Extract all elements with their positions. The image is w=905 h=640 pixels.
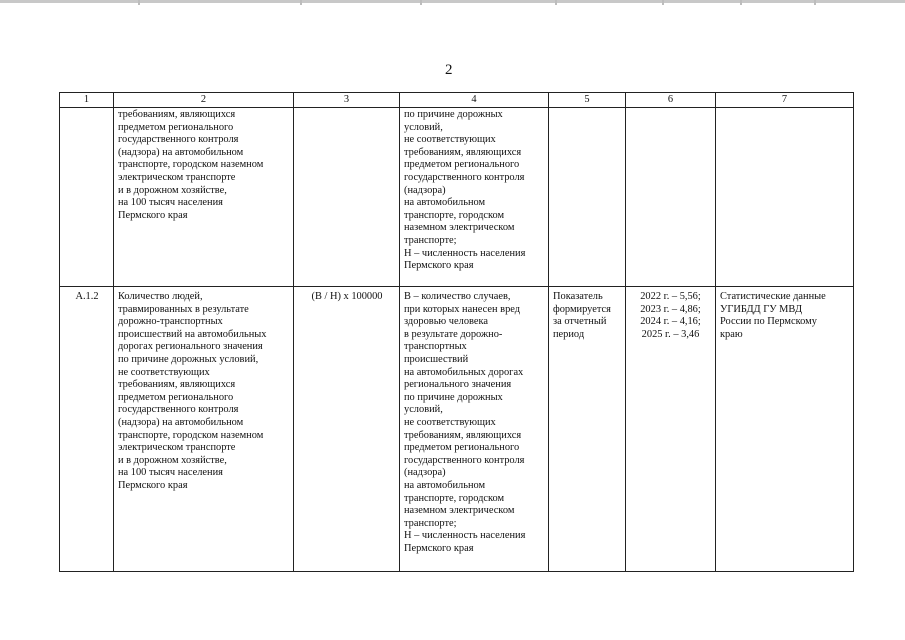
cell-text: Показатель формируется за отчетный период <box>553 291 611 340</box>
cell-text: Количество людей, травмированных в результате дорожно-транспортных происшествий на автомобильных дорогах регионального значения по причине дорожных условий, не соответствующих требованиям, являющихся предметом регионального государственного контроля (надзора) на автомобильном транспорте, городском наземном электрическом транспорте и в дорожном хозяйстве, на 100 тысяч населения Пермского края <box>118 291 267 491</box>
column-header: 1 <box>60 93 114 108</box>
table-row <box>60 287 854 572</box>
table-header-row <box>60 93 854 108</box>
scan-artifact <box>420 0 422 5</box>
table-cell-indicator-name <box>114 108 294 287</box>
table-cell-formula <box>294 287 400 572</box>
scan-top-edge <box>0 0 905 3</box>
indicator-table <box>59 92 854 572</box>
cell-text: Статистические данные УГИБДД ГУ МВД России по Пермскому краю <box>720 291 826 340</box>
cell-text: по причине дорожных условий, не соответствующих требованиям, являющихся предметом регионального государственного контроля (надзора) на автомобильном транспорте, городском наземном электрическом транспорте; Н – численность населения Пермского края <box>404 109 526 272</box>
cell-text <box>626 108 715 109</box>
table-cell-period <box>549 287 626 572</box>
cell-text: требованиям, являющихся предметом регионального государственного контроля (надзора) на автомобильном транспорте, городском наземном электрическом транспорте и в дорожном хозяйстве, на 100 тысяч населения Пермского края <box>118 109 264 221</box>
column-header: 4 <box>400 93 549 108</box>
column-header: 6 <box>626 93 716 108</box>
table-cell-values <box>626 108 716 287</box>
scan-artifact <box>814 0 816 5</box>
table-cell-values <box>626 287 716 572</box>
table-cell-period <box>549 108 626 287</box>
scan-artifact <box>740 0 742 5</box>
page-number: 2 <box>445 62 453 78</box>
cell-text <box>60 108 113 109</box>
cell-text: А.1.2 <box>75 291 99 302</box>
table-cell-source <box>716 287 854 572</box>
table-cell-indicator-name <box>114 287 294 572</box>
cell-text <box>716 108 853 109</box>
table-cell-number <box>60 108 114 287</box>
column-header: 5 <box>549 93 626 108</box>
table-cell-number <box>60 287 114 572</box>
table-row <box>60 108 854 287</box>
cell-text <box>294 108 399 109</box>
table-cell-formula-legend <box>400 108 549 287</box>
column-header: 7 <box>716 93 854 108</box>
scan-artifact <box>138 0 140 5</box>
scan-artifact <box>300 0 302 5</box>
table-cell-formula <box>294 108 400 287</box>
cell-text <box>549 108 625 109</box>
scan-artifact <box>662 0 664 5</box>
column-header: 3 <box>294 93 400 108</box>
cell-text: (В / Н) x 100000 <box>311 291 383 302</box>
cell-text: 2022 г. – 5,56; 2023 г. – 4,86; 2024 г. – 4,16; 2025 г. – 3,46 <box>640 291 701 340</box>
cell-text: В – количество случаев, при которых нанесен вред здоровью человека в результате дорожно- транспортных происшествий на автомобильных дорогах регионального значения по причине дорожных условий, не соответствующих требованиям, являющихся предметом регионального государственного контроля (надзора) на автомобильном транспорте, городском наземном электрическом транспорте; Н – численность населения Пермского края <box>404 291 526 554</box>
table-cell-formula-legend <box>400 287 549 572</box>
scan-artifact <box>555 0 557 5</box>
column-header: 2 <box>114 93 294 108</box>
table-cell-source <box>716 108 854 287</box>
